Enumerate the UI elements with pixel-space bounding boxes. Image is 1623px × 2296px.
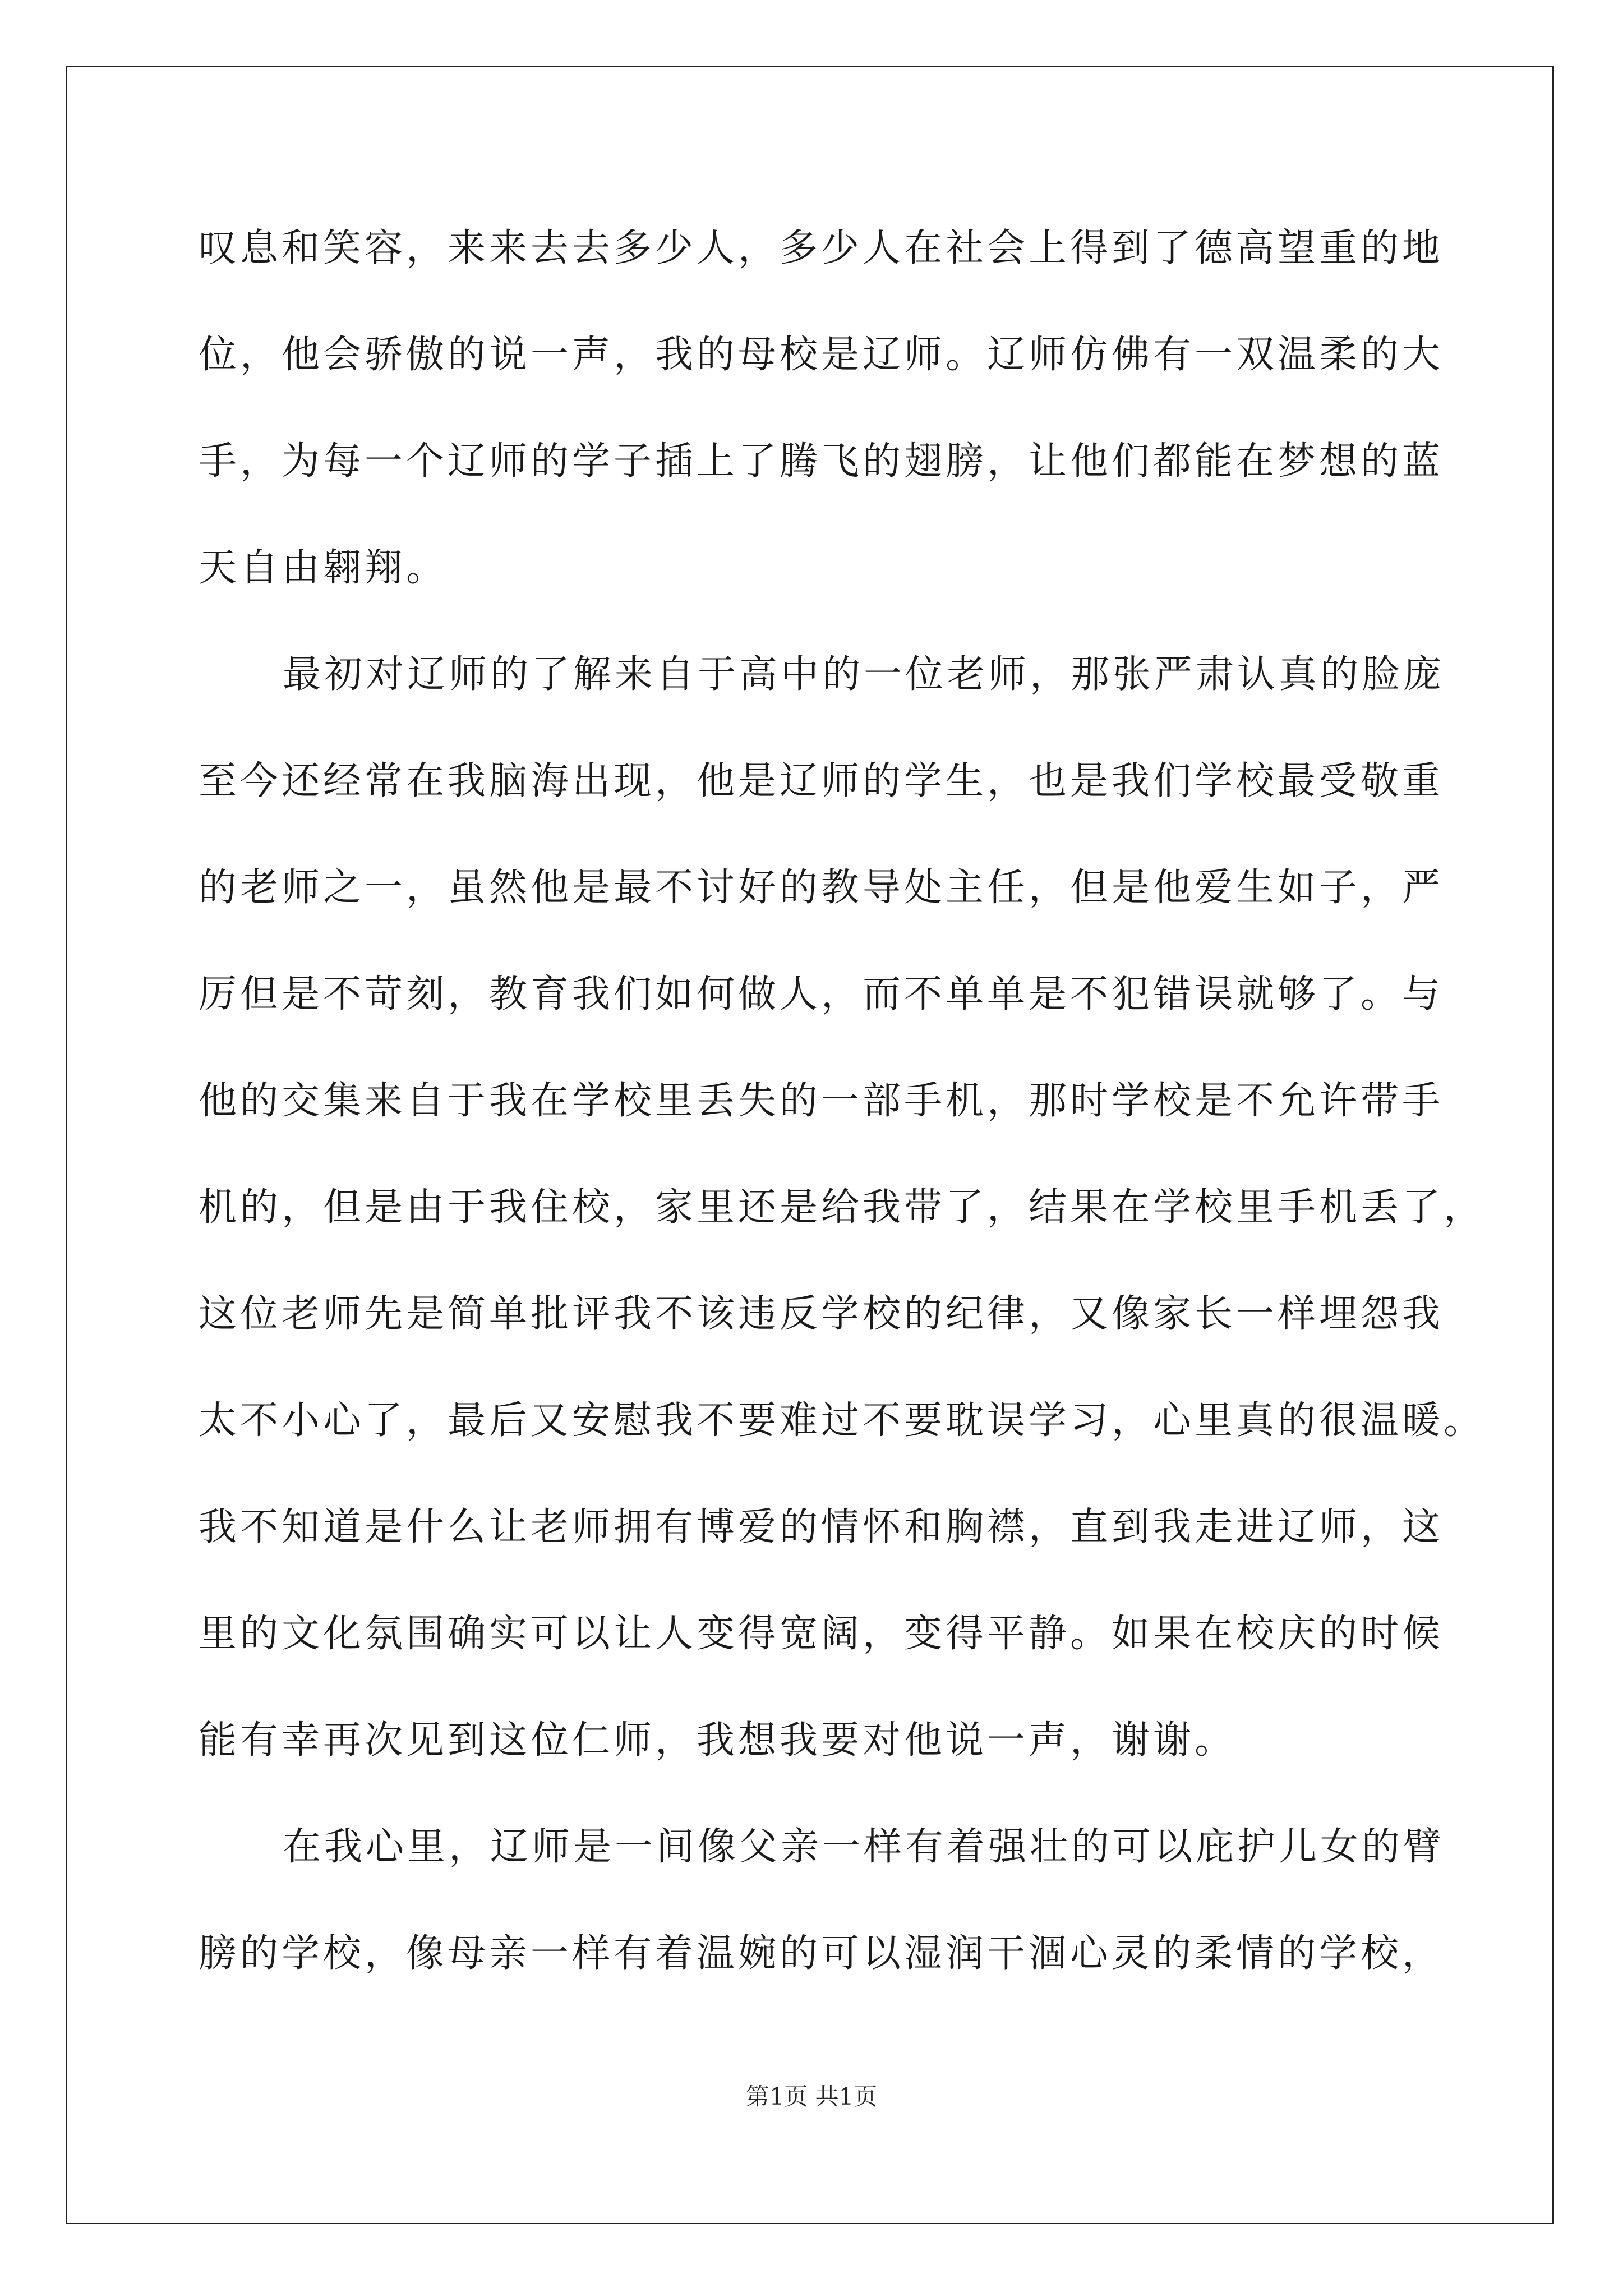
page-footer: 第1页 共1页	[745, 2083, 878, 2110]
text-line: 机的，但是由于我住校，家里还是给我带了，结果在学校里手机丢了，	[199, 1185, 1486, 1230]
text-line: 至今还经常在我脑海出现，他是辽师的学生，也是我们学校最受敬重	[199, 759, 1444, 803]
text-line: 他的交集来自于我在学校里丢失的一部手机，那时学校是不允许带手	[199, 1079, 1444, 1123]
text-line: 手，为每一个辽师的学子插上了腾飞的翅膀，让他们都能在梦想的蓝	[199, 439, 1444, 484]
text-line: 叹息和笑容，来来去去多少人，多少人在社会上得到了德高望重的地	[199, 226, 1444, 270]
text-line: 太不小心了，最后又安慰我不要难过不要耽误学习，心里真的很温暖。	[199, 1398, 1486, 1443]
text-line: 我不知道是什么让老师拥有博爱的情怀和胸襟，直到我走进辽师，这	[199, 1505, 1444, 1549]
document-body	[199, 212, 1486, 2024]
paragraph-first-line: 在我心里，辽师是一间像父亲一样有着强壮的可以庇护儿女的臂	[283, 1825, 1445, 1869]
text-line: 这位老师先是简单批评我不该违反学校的纪律，又像家长一样埋怨我	[199, 1292, 1444, 1336]
paragraph-first-line: 最初对辽师的了解来自于高中的一位老师，那张严肃认真的脸庞	[283, 652, 1445, 697]
text-line: 厉但是不苛刻，教育我们如何做人，而不单单是不犯错误就够了。与	[199, 972, 1444, 1016]
text-line: 的老师之一，虽然他是最不讨好的教导处主任，但是他爱生如子，严	[199, 866, 1444, 910]
text-line: 膀的学校，像母亲一样有着温婉的可以湿润干涸心灵的柔情的学校，	[199, 1931, 1444, 1976]
text-line: 里的文化氛围确实可以让人变得宽阔，变得平静。如果在校庆的时候	[199, 1612, 1444, 1656]
text-line: 天自由翱翔。	[199, 546, 448, 590]
text-line: 位，他会骄傲的说一声，我的母校是辽师。辽师仿佛有一双温柔的大	[199, 333, 1444, 377]
text-line: 能有幸再次见到这位仁师，我想我要对他说一声，谢谢。	[199, 1718, 1237, 1763]
